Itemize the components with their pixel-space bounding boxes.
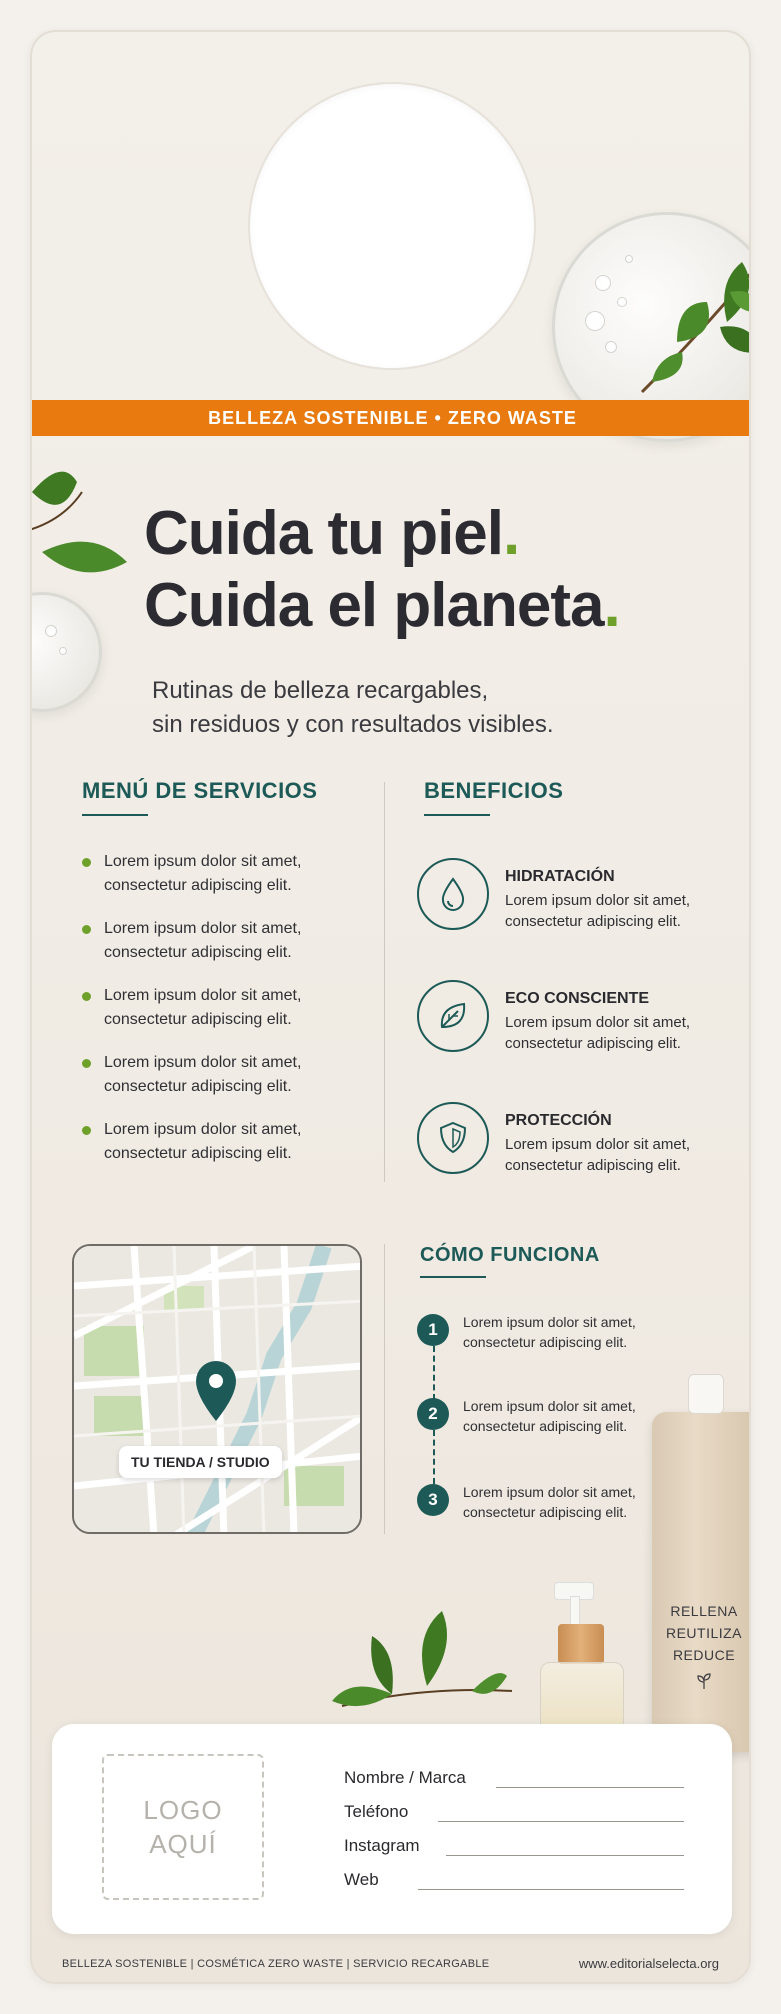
footer-tagline: BELLEZA SOSTENIBLE | COSMÉTICA ZERO WASTE | SERVICIO RECARGABLE	[62, 1958, 490, 1970]
phone-field-line[interactable]	[438, 1821, 684, 1822]
field-label-instagram: Instagram	[344, 1836, 420, 1855]
leaf-cluster-icon	[332, 1606, 522, 1716]
service-item: Lorem ipsum dolor sit amet, consectetur adipiscing elit.	[82, 984, 342, 1032]
how-title: CÓMO FUNCIONA	[420, 1244, 600, 1266]
door-hanger: BELLEZA SOSTENIBLE • ZERO WASTE Cuida tu piel. Cuida el planeta. Rutinas de belleza recargables, sin residuos y con resultados visibles. MENÚ DE SERVICIOS Lorem ipsum dolor sit amet, consectetur adipiscing elit. Lorem ipsum dolor sit amet, consectetur adipiscing elit. Lorem ipsum dolor sit amet, consectetur adipiscing elit. Lorem ipsum dolor sit amet, consectetur adipiscing elit. Lorem ipsum dolor sit amet, consectetur adipiscing elit. BENEFICIOS HIDRATACIÓN Lorem ipsum dolor sit amet, consectetur adipiscing elit. ECO CONSCIENTE Lorem ipsum dolor sit amet, consectetur adipiscing elit. PROTECCIÓN Lorem ipsum dolor sit amet, consectetur adipiscing elit. TU TIENDA / STUDIO CÓMO FUNCIONA 1 Lorem ipsum dolor sit amet, consectetur adipiscing elit. 2 Lorem ipsum dolor sit amet, consectetur adipiscing elit. 3 Lorem ipsum dolor sit amet, consectetur adipiscing elit. RELLENA REUTILIZA REDUCE LOGO AQUÍ Nombre / Marca Teléfono Instagram Web BELLEZA SOSTENIBLE | COSMÉTICA ZERO WASTE | SERVICIO RECARGABLE www.editorialselecta.org	[30, 30, 751, 1984]
web-field-line[interactable]	[418, 1889, 684, 1890]
hanger-hole	[248, 82, 536, 370]
contact-card	[52, 1724, 732, 1934]
location-map[interactable]	[72, 1244, 362, 1534]
leaf-sprig-icon	[622, 232, 751, 402]
leaf-branch-icon	[30, 452, 132, 612]
leaf-icon	[417, 980, 489, 1052]
headline: Cuida tu piel. Cuida el planeta.	[144, 499, 620, 640]
step-connector	[433, 1346, 435, 1400]
refill-pouch-image: RELLENA REUTILIZA REDUCE	[652, 1412, 751, 1752]
service-item: Lorem ipsum dolor sit amet, consectetur adipiscing elit.	[82, 1051, 342, 1099]
column-divider	[384, 782, 385, 1182]
footer-website[interactable]: www.editorialselecta.org	[578, 1956, 719, 1971]
logo-placeholder[interactable]: LOGO AQUÍ	[102, 1754, 264, 1900]
sprout-icon	[652, 1672, 751, 1696]
step-connector	[433, 1430, 435, 1484]
name-field-line[interactable]	[496, 1787, 684, 1788]
map-graphic	[74, 1246, 362, 1534]
instagram-field-line[interactable]	[446, 1855, 684, 1856]
how-underline	[420, 1276, 486, 1278]
field-label-phone: Teléfono	[344, 1802, 409, 1821]
top-banner: BELLEZA SOSTENIBLE • ZERO WASTE	[32, 400, 751, 436]
field-label-web: Web	[344, 1870, 379, 1889]
field-label-name: Nombre / Marca	[344, 1768, 466, 1787]
service-item: Lorem ipsum dolor sit amet, consectetur adipiscing elit.	[82, 850, 342, 898]
shield-icon	[417, 1102, 489, 1174]
service-item: Lorem ipsum dolor sit amet, consectetur adipiscing elit.	[82, 917, 342, 965]
benefits-underline	[424, 814, 490, 816]
service-item: Lorem ipsum dolor sit amet, consectetur adipiscing elit.	[82, 1118, 342, 1166]
services-title: MENÚ DE SERVICIOS	[82, 778, 318, 803]
water-drop-icon	[417, 858, 489, 930]
map-location-label: TU TIENDA / STUDIO	[119, 1446, 282, 1478]
subtitle: Rutinas de belleza recargables, sin residuos y con resultados visibles.	[152, 677, 554, 738]
benefits-title: BENEFICIOS	[424, 778, 564, 803]
column-divider-2	[384, 1244, 385, 1534]
services-underline	[82, 814, 148, 816]
